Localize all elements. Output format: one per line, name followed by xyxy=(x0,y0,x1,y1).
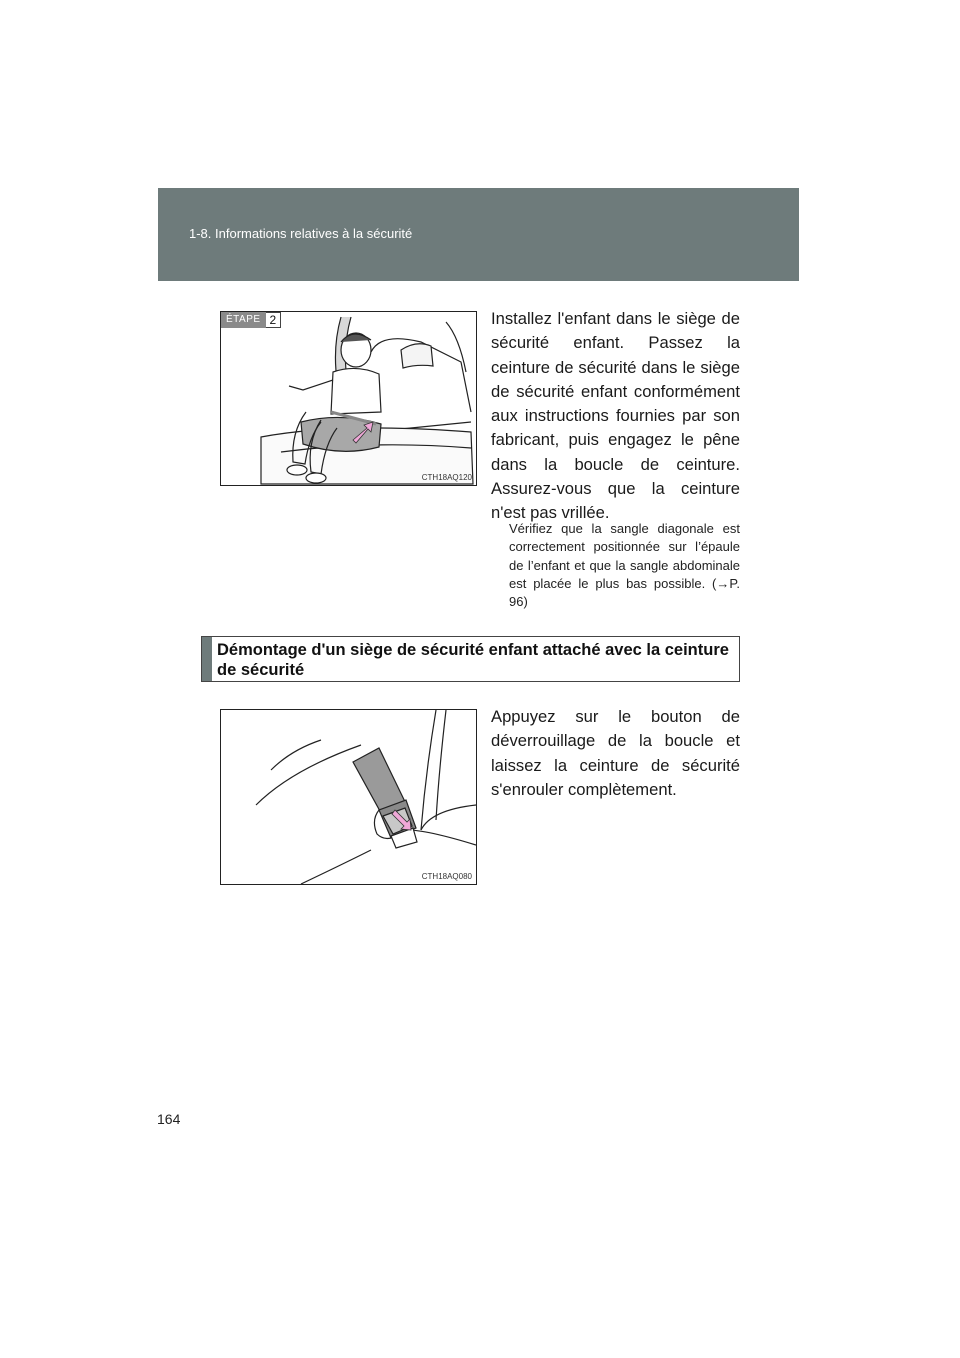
chapter-header xyxy=(158,188,799,281)
step-badge xyxy=(221,312,281,328)
figure-code: CTH18AQ080 xyxy=(421,872,472,881)
section-accent xyxy=(202,637,212,681)
buckle-release-illustration xyxy=(220,709,477,885)
child-seat-illustration xyxy=(220,311,477,486)
step-label: ÉTAPE xyxy=(221,312,266,328)
chapter-title: 1-8. Informations relatives à la sécurité xyxy=(189,226,413,241)
removal-instruction: Appuyez sur le bouton de déverrouillage de la boucle et laissez la ceinture de sécurité s'enrouler complètement. xyxy=(491,707,740,799)
buckle-drawing xyxy=(221,710,476,884)
positioning-note: Vérifiez que la sangle diagonale est correctement positionnée sur l’épaule de l’enfant et que la sangle abdominale est placée le plus bas possible. (→P. 96) xyxy=(509,521,740,610)
section-title: Démontage d'un siège de sécurité enfant attaché avec la ceinture de sécurité xyxy=(217,641,729,679)
figure-code: CTH18AQ120 xyxy=(421,473,472,482)
step2-instruction: Installez l'enfant dans le siège de sécurité enfant. Passez la ceinture de sécurité dans le siège de sécurité enfant conformément aux instructions fournies par son fabricant, puis engagez le pêne dans la boucle de ceinture. Assurez-vous que la ceinture n'est pas vrillée. xyxy=(491,309,740,523)
step-number: 2 xyxy=(266,312,282,328)
section-heading xyxy=(201,636,740,682)
child-booster-drawing xyxy=(221,312,476,485)
page-number: 164 xyxy=(157,1111,181,1127)
